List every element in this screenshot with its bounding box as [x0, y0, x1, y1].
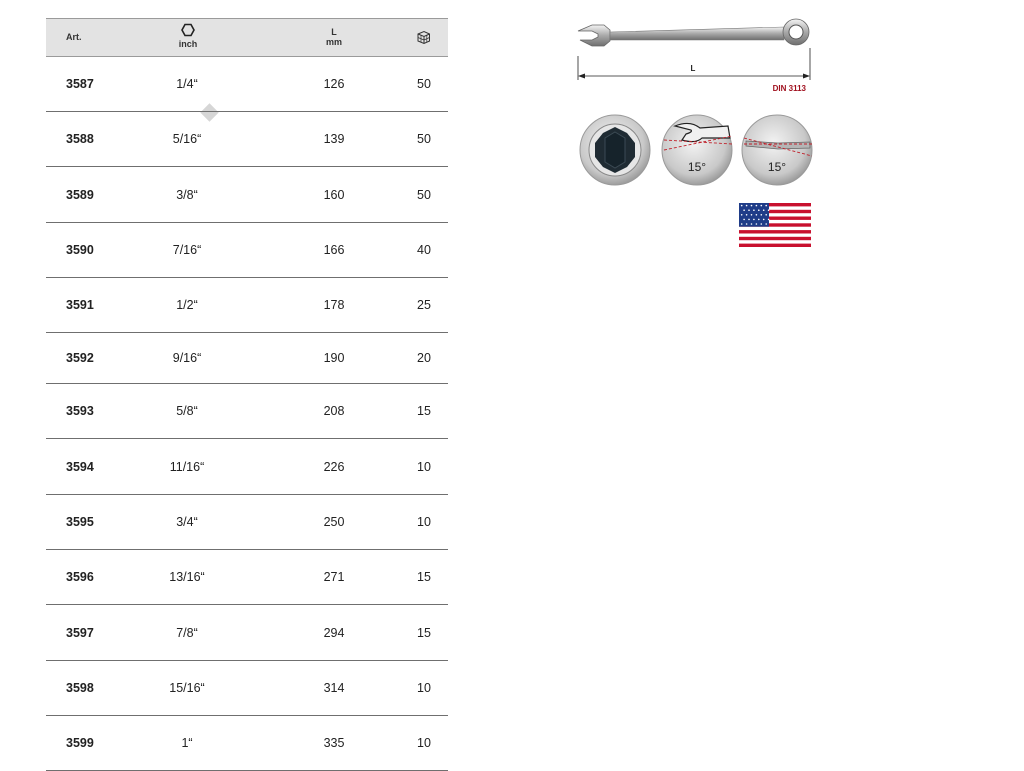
cell-length: 139 — [323, 132, 345, 146]
cell-art: 3588 — [66, 132, 94, 146]
combination-wrench-drawing — [574, 10, 824, 100]
cell-pack: 20 — [417, 351, 431, 365]
table-header — [46, 18, 448, 57]
ring-offset-angle-icon — [742, 115, 812, 185]
header-length-unit: mm — [325, 37, 342, 47]
cell-length: 178 — [323, 298, 345, 312]
cell-art: 3595 — [66, 515, 94, 529]
cell-size: 3/8“ — [176, 187, 198, 202]
table-row — [46, 223, 448, 278]
cell-pack: 10 — [417, 459, 431, 474]
header-art: Art. — [66, 32, 82, 42]
dimension-label: L — [690, 64, 696, 73]
cell-pack: 15 — [417, 404, 431, 418]
cell-length: 126 — [323, 77, 345, 91]
table-body — [46, 57, 448, 771]
cell-art: 3593 — [66, 404, 94, 418]
cell-length: 314 — [323, 681, 345, 695]
cell-size: 7/16“ — [172, 243, 202, 257]
cell-size: 7/8“ — [176, 625, 198, 640]
cell-pack: 15 — [417, 570, 431, 584]
table-row — [46, 605, 448, 661]
table-row — [46, 57, 448, 112]
cell-length: 208 — [323, 404, 345, 418]
cell-art: 3597 — [66, 625, 94, 640]
table-row — [46, 495, 448, 550]
cell-art: 3591 — [66, 298, 94, 312]
cell-pack: 50 — [417, 132, 431, 146]
cell-pack: 10 — [417, 736, 431, 750]
open-jaw-angle-icon — [662, 115, 732, 185]
cell-length: 166 — [323, 243, 345, 257]
cell-length: 250 — [323, 515, 345, 529]
table-row — [46, 333, 448, 384]
cell-length: 335 — [323, 736, 345, 750]
cell-size: 1“ — [181, 736, 193, 750]
cell-art: 3596 — [66, 570, 94, 584]
cell-size: 11/16“ — [169, 459, 205, 474]
jaw-angle-label: 15° — [687, 160, 707, 174]
cell-size: 13/16“ — [169, 570, 205, 584]
cell-pack: 25 — [417, 298, 431, 312]
table-row — [46, 439, 448, 495]
din-standard-label: DIN 3113 — [772, 84, 806, 93]
cell-size: 3/4“ — [176, 515, 198, 529]
cell-length: 226 — [323, 459, 345, 474]
header-size — [172, 23, 204, 49]
header-size-unit: inch — [178, 39, 198, 49]
cell-pack: 10 — [417, 515, 431, 529]
cell-art: 3594 — [66, 459, 94, 474]
product-table — [46, 18, 448, 771]
cell-art: 3587 — [66, 77, 94, 91]
table-row — [46, 112, 448, 167]
cell-art: 3592 — [66, 351, 94, 365]
twelve-point-ring-icon — [580, 115, 650, 185]
header-pack — [414, 30, 432, 47]
offset-angle-label: 15° — [767, 160, 787, 174]
cell-pack: 50 — [417, 77, 431, 91]
table-row — [46, 550, 448, 605]
header-length-label: L — [331, 27, 337, 37]
cell-size: 1/4“ — [176, 77, 198, 91]
cell-pack: 15 — [417, 625, 431, 640]
table-row — [46, 167, 448, 223]
box-cube-icon — [416, 30, 431, 45]
cell-art: 3598 — [66, 681, 94, 695]
wrench-icon — [578, 19, 809, 46]
table-row — [46, 716, 448, 771]
us-flag-icon — [739, 203, 811, 247]
cell-size: 1/2“ — [176, 298, 198, 312]
table-row — [46, 278, 448, 333]
cell-size: 9/16“ — [172, 351, 202, 365]
cell-art: 3589 — [66, 187, 94, 202]
cell-size: 5/16“ — [172, 132, 202, 146]
detail-images — [578, 114, 818, 190]
cell-pack: 40 — [417, 243, 431, 257]
header-length — [322, 27, 346, 47]
table-row — [46, 384, 448, 439]
cell-length: 271 — [323, 570, 345, 584]
cell-art: 3590 — [66, 243, 94, 257]
cell-length: 190 — [323, 351, 345, 365]
cell-length: 160 — [323, 187, 345, 202]
table-row — [46, 661, 448, 716]
hexagon-icon — [181, 23, 195, 37]
cell-art: 3599 — [66, 736, 94, 750]
cell-length: 294 — [323, 625, 345, 640]
cell-pack: 50 — [417, 187, 431, 202]
cell-size: 15/16“ — [169, 681, 205, 695]
cell-size: 5/8“ — [176, 404, 198, 418]
cell-pack: 10 — [417, 681, 431, 695]
